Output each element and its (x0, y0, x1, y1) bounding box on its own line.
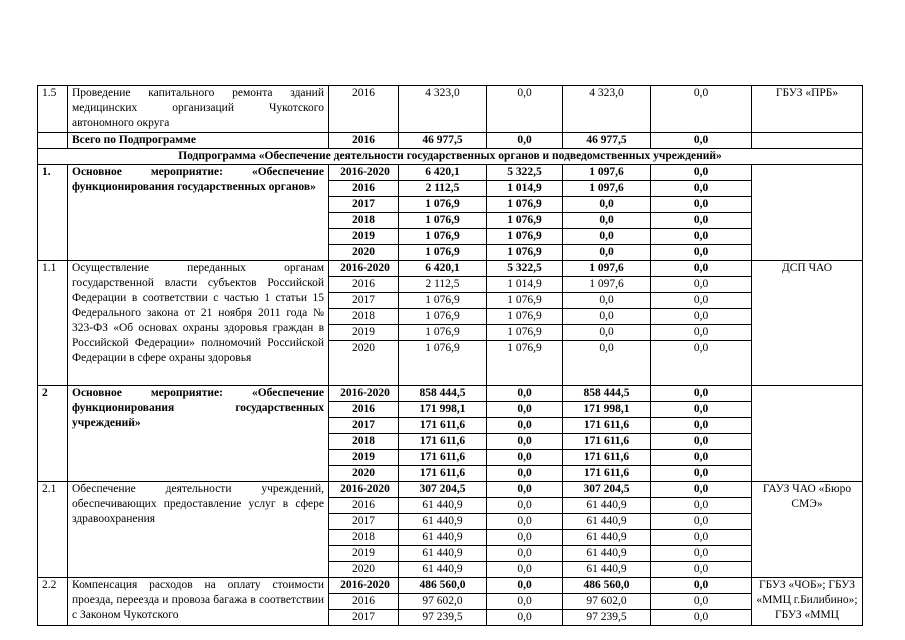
total-cell: 171 611,6 (399, 450, 487, 466)
other-cell: 0,0 (651, 181, 752, 197)
period-cell: 2018 (329, 309, 399, 325)
okrug-cell: 0,0 (563, 213, 651, 229)
total-cell: 171 611,6 (399, 466, 487, 482)
total-cell: 1 076,9 (399, 341, 487, 386)
okrug-cell: 171 611,6 (563, 434, 651, 450)
federal-cell: 0,0 (487, 594, 563, 610)
period-cell: 2016 (329, 277, 399, 293)
okrug-cell: 171 611,6 (563, 450, 651, 466)
federal-cell: 0,0 (487, 86, 563, 133)
federal-cell: 1 076,9 (487, 293, 563, 309)
okrug-cell: 171 611,6 (563, 418, 651, 434)
empty-cell (752, 133, 863, 149)
total-cell: 4 323,0 (399, 86, 487, 133)
period-cell: 2016-2020 (329, 482, 399, 498)
okrug-cell: 486 560,0 (563, 578, 651, 594)
federal-cell: 1 076,9 (487, 325, 563, 341)
total-cell: 6 420,1 (399, 165, 487, 181)
other-cell: 0,0 (651, 418, 752, 434)
okrug-cell: 0,0 (563, 341, 651, 386)
okrug-cell: 1 097,6 (563, 277, 651, 293)
row-number: 1. (38, 165, 68, 261)
federal-cell: 1 014,9 (487, 277, 563, 293)
federal-cell: 1 076,9 (487, 309, 563, 325)
other-cell: 0,0 (651, 197, 752, 213)
other-cell: 0,0 (651, 610, 752, 626)
federal-cell: 0,0 (487, 133, 563, 149)
table-row (38, 482, 863, 498)
other-cell: 0,0 (651, 498, 752, 514)
okrug-cell: 4 323,0 (563, 86, 651, 133)
other-cell: 0,0 (651, 402, 752, 418)
federal-cell: 0,0 (487, 402, 563, 418)
empty-cell (38, 133, 68, 149)
total-cell: 61 440,9 (399, 546, 487, 562)
okrug-cell: 61 440,9 (563, 530, 651, 546)
total-cell: 97 239,5 (399, 610, 487, 626)
subtotal-label: Всего по Подпрограмме (68, 133, 329, 149)
responsible-cell: ГБУЗ «ЧОБ»; ГБУЗ «ММЦ г.Билибино»; ГБУЗ «ММЦ (752, 578, 863, 626)
federal-cell: 1 076,9 (487, 341, 563, 386)
okrug-cell: 0,0 (563, 325, 651, 341)
okrug-cell: 1 097,6 (563, 165, 651, 181)
activity-name: Осуществление переданных органам государственной власти субъектов Российской Федерации в соответствии с частью 1 статьи 15 Федерального закона от 21 ноября 2011 года № 323-ФЗ «Об основах охраны здоровья граждан в Российской Федерации» полномочий Российской Федерации в сфере охраны здоровья (68, 261, 329, 386)
other-cell: 0,0 (651, 341, 752, 386)
period-cell: 2019 (329, 229, 399, 245)
other-cell: 0,0 (651, 86, 752, 133)
other-cell: 0,0 (651, 434, 752, 450)
total-cell: 2 112,5 (399, 277, 487, 293)
other-cell: 0,0 (651, 514, 752, 530)
period-cell: 2016 (329, 594, 399, 610)
federal-cell: 1 076,9 (487, 229, 563, 245)
federal-cell: 0,0 (487, 562, 563, 578)
period-cell: 2018 (329, 213, 399, 229)
total-cell: 61 440,9 (399, 530, 487, 546)
okrug-cell: 171 611,6 (563, 466, 651, 482)
okrug-cell: 171 998,1 (563, 402, 651, 418)
federal-cell: 1 014,9 (487, 181, 563, 197)
okrug-cell: 307 204,5 (563, 482, 651, 498)
activity-name: Проведение капитального ремонта зданий медицинских организаций Чукотского автономного округа (68, 86, 329, 133)
federal-cell: 0,0 (487, 610, 563, 626)
table-row (38, 86, 863, 133)
responsible-cell: ГАУЗ ЧАО «Бюро СМЭ» (752, 482, 863, 578)
other-cell: 0,0 (651, 562, 752, 578)
period-cell: 2016-2020 (329, 261, 399, 277)
federal-cell: 0,0 (487, 482, 563, 498)
responsible-cell (752, 386, 863, 482)
period-cell: 2018 (329, 530, 399, 546)
federal-cell: 0,0 (487, 578, 563, 594)
total-cell: 6 420,1 (399, 261, 487, 277)
row-number: 1.1 (38, 261, 68, 386)
responsible-cell: ГБУЗ «ПРБ» (752, 86, 863, 133)
total-cell: 61 440,9 (399, 498, 487, 514)
period-cell: 2017 (329, 610, 399, 626)
okrug-cell: 0,0 (563, 229, 651, 245)
federal-cell: 0,0 (487, 546, 563, 562)
total-cell: 1 076,9 (399, 229, 487, 245)
total-cell: 858 444,5 (399, 386, 487, 402)
total-cell: 46 977,5 (399, 133, 487, 149)
table-row (38, 261, 863, 277)
federal-cell: 0,0 (487, 498, 563, 514)
total-cell: 1 076,9 (399, 325, 487, 341)
total-cell: 307 204,5 (399, 482, 487, 498)
period-cell: 2020 (329, 562, 399, 578)
federal-cell: 0,0 (487, 434, 563, 450)
okrug-cell: 0,0 (563, 197, 651, 213)
other-cell: 0,0 (651, 133, 752, 149)
okrug-cell: 61 440,9 (563, 498, 651, 514)
federal-cell: 1 076,9 (487, 245, 563, 261)
other-cell: 0,0 (651, 578, 752, 594)
federal-cell: 1 076,9 (487, 197, 563, 213)
okrug-cell: 1 097,6 (563, 181, 651, 197)
okrug-cell: 858 444,5 (563, 386, 651, 402)
federal-cell: 5 322,5 (487, 261, 563, 277)
federal-cell: 0,0 (487, 386, 563, 402)
other-cell: 0,0 (651, 213, 752, 229)
activity-name: Основное мероприятие: «Обеспечение функционирования государственных органов» (68, 165, 329, 261)
period-cell: 2016-2020 (329, 578, 399, 594)
federal-cell: 1 076,9 (487, 213, 563, 229)
okrug-cell: 0,0 (563, 245, 651, 261)
period-cell: 2016 (329, 402, 399, 418)
federal-cell: 0,0 (487, 466, 563, 482)
okrug-cell: 61 440,9 (563, 562, 651, 578)
period-cell: 2020 (329, 245, 399, 261)
period-cell: 2017 (329, 197, 399, 213)
okrug-cell: 97 602,0 (563, 594, 651, 610)
total-cell: 61 440,9 (399, 562, 487, 578)
other-cell: 0,0 (651, 245, 752, 261)
okrug-cell: 1 097,6 (563, 261, 651, 277)
table-row (38, 578, 863, 594)
period-cell: 2019 (329, 325, 399, 341)
okrug-cell: 61 440,9 (563, 546, 651, 562)
activity-name: Обеспечение деятельности учреждений, обеспечивающих предоставление услуг в сфере здравоохранения (68, 482, 329, 578)
subtotal-row (38, 133, 863, 149)
period-cell: 2017 (329, 514, 399, 530)
section-header-row (38, 149, 863, 165)
period-cell: 2017 (329, 418, 399, 434)
other-cell: 0,0 (651, 277, 752, 293)
okrug-cell: 46 977,5 (563, 133, 651, 149)
total-cell: 171 611,6 (399, 418, 487, 434)
total-cell: 486 560,0 (399, 578, 487, 594)
total-cell: 1 076,9 (399, 245, 487, 261)
total-cell: 1 076,9 (399, 309, 487, 325)
okrug-cell: 0,0 (563, 309, 651, 325)
subprogram-title: Подпрограмма «Обеспечение деятельности государственных органов и подведомственных учреждений» (38, 149, 863, 165)
federal-cell: 0,0 (487, 418, 563, 434)
other-cell: 0,0 (651, 229, 752, 245)
other-cell: 0,0 (651, 530, 752, 546)
other-cell: 0,0 (651, 594, 752, 610)
other-cell: 0,0 (651, 261, 752, 277)
activity-name: Компенсация расходов на оплату стоимости проезда, переезда и провоза багажа в соответствии с Законом Чукотского (68, 578, 329, 626)
program-funding-table (37, 85, 863, 626)
total-cell: 171 998,1 (399, 402, 487, 418)
other-cell: 0,0 (651, 482, 752, 498)
other-cell: 0,0 (651, 546, 752, 562)
total-cell: 2 112,5 (399, 181, 487, 197)
responsible-cell: ДСП ЧАО (752, 261, 863, 386)
other-cell: 0,0 (651, 466, 752, 482)
other-cell: 0,0 (651, 293, 752, 309)
total-cell: 97 602,0 (399, 594, 487, 610)
row-number: 2.1 (38, 482, 68, 578)
period-cell: 2020 (329, 341, 399, 386)
row-number: 1.5 (38, 86, 68, 133)
row-number: 2 (38, 386, 68, 482)
total-cell: 1 076,9 (399, 213, 487, 229)
total-cell: 61 440,9 (399, 514, 487, 530)
table-row (38, 386, 863, 402)
total-cell: 171 611,6 (399, 434, 487, 450)
other-cell: 0,0 (651, 165, 752, 181)
responsible-cell (752, 165, 863, 261)
total-cell: 1 076,9 (399, 197, 487, 213)
period-cell: 2019 (329, 450, 399, 466)
okrug-cell: 0,0 (563, 293, 651, 309)
other-cell: 0,0 (651, 309, 752, 325)
period-cell: 2016 (329, 498, 399, 514)
federal-cell: 0,0 (487, 514, 563, 530)
other-cell: 0,0 (651, 386, 752, 402)
federal-cell: 0,0 (487, 530, 563, 546)
federal-cell: 0,0 (487, 450, 563, 466)
period-cell: 2016 (329, 133, 399, 149)
period-cell: 2016 (329, 181, 399, 197)
okrug-cell: 61 440,9 (563, 514, 651, 530)
other-cell: 0,0 (651, 325, 752, 341)
period-cell: 2016-2020 (329, 165, 399, 181)
total-cell: 1 076,9 (399, 293, 487, 309)
table-row (38, 165, 863, 181)
okrug-cell: 97 239,5 (563, 610, 651, 626)
period-cell: 2019 (329, 546, 399, 562)
period-cell: 2016 (329, 86, 399, 133)
row-number: 2.2 (38, 578, 68, 626)
activity-name: Основное мероприятие: «Обеспечение функционирования государственных учреждений» (68, 386, 329, 482)
period-cell: 2016-2020 (329, 386, 399, 402)
period-cell: 2017 (329, 293, 399, 309)
other-cell: 0,0 (651, 450, 752, 466)
federal-cell: 5 322,5 (487, 165, 563, 181)
period-cell: 2018 (329, 434, 399, 450)
period-cell: 2020 (329, 466, 399, 482)
